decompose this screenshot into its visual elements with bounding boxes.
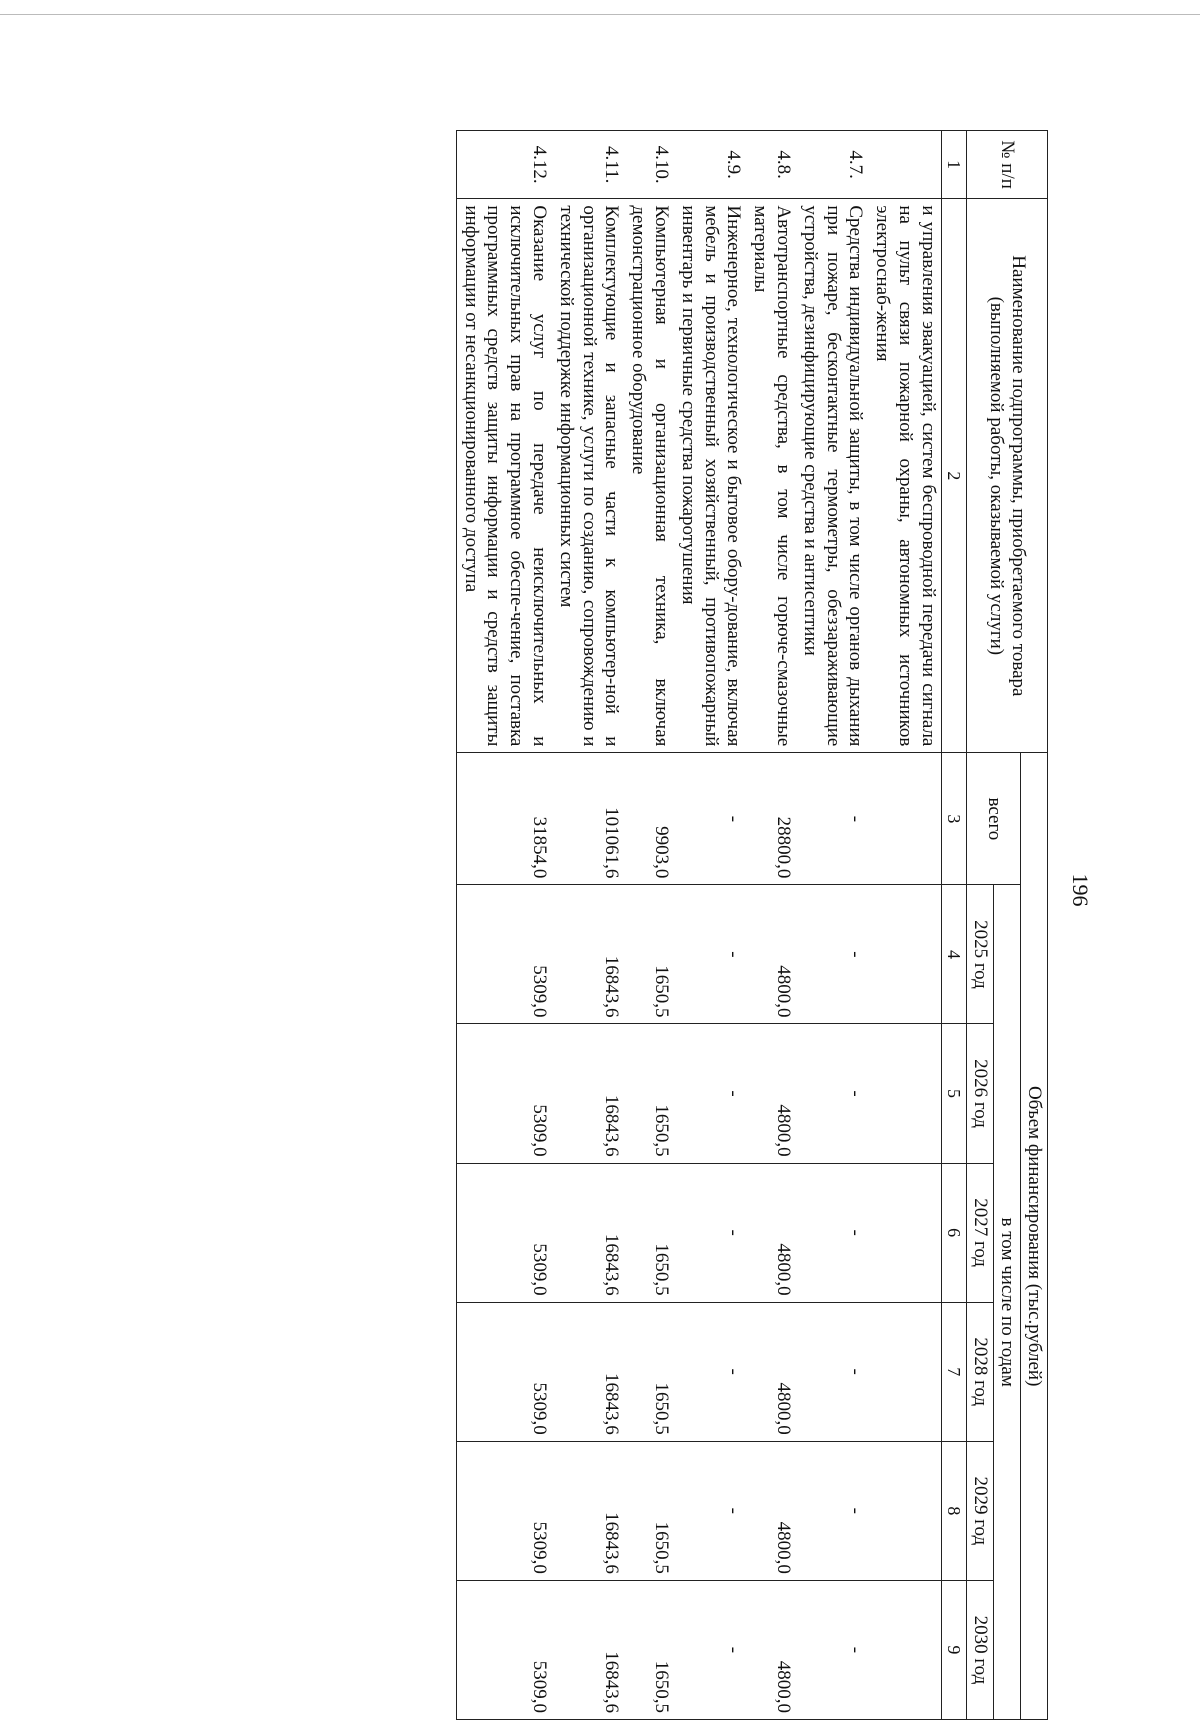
header-year: 2029 год [967, 1441, 994, 1580]
row-year-value: 1650,5 [624, 1441, 674, 1580]
row-year-value: 4800,0 [746, 1441, 796, 1580]
row-year-value [868, 1163, 941, 1302]
row-year-value: 5309,0 [456, 885, 552, 1024]
row-num [868, 131, 941, 199]
table-row [624, 131, 674, 1720]
row-num: 4.10. [624, 131, 674, 199]
row-year-value: - [674, 1163, 746, 1302]
row-year-value: 1650,5 [624, 885, 674, 1024]
row-name: Комплектующие и запасные части к компьютер-ной и организационной технике, услуги по созданию, сопровождению и технической поддержке информационных систем [552, 199, 624, 753]
table-row [868, 131, 941, 1720]
row-year-value: 16843,6 [552, 1302, 624, 1441]
row-year-value: 16843,6 [552, 1580, 624, 1719]
row-year-value [868, 1580, 941, 1719]
row-year-value [868, 1302, 941, 1441]
table-row [456, 131, 552, 1720]
row-num: 4.11. [552, 131, 624, 199]
row-name: и управления эвакуацией, систем беспроводной передачи сигнала на пульт связи пожарной охраны, автономных источников электроснаб-жения [868, 199, 941, 753]
row-total: 101061,6 [552, 753, 624, 885]
row-year-value: - [674, 1580, 746, 1719]
row-year-value: 4800,0 [746, 885, 796, 1024]
row-year-value: - [796, 1302, 868, 1441]
row-year-value: 4800,0 [746, 1024, 796, 1163]
row-year-value: 1650,5 [624, 1302, 674, 1441]
row-name: Средства индивидуальной защиты, в том числе органов дыхания при пожаре, бесконтактные термометры, обеззараживающие устройства, дезинфицирующие средства и антисептики [796, 199, 868, 753]
row-year-value: 16843,6 [552, 1024, 624, 1163]
row-year-value: - [796, 885, 868, 1024]
table-row [552, 131, 624, 1720]
header-by-year: в том числе по годам [994, 885, 1021, 1720]
index-cell: 8 [941, 1441, 967, 1580]
row-year-value [868, 1441, 941, 1580]
row-year-value: 16843,6 [552, 1441, 624, 1580]
header-total: всего [967, 753, 1021, 885]
table-row [746, 131, 796, 1720]
header-year: 2025 год [967, 885, 994, 1024]
row-total: 28800,0 [746, 753, 796, 885]
header-year: 2030 год [967, 1580, 994, 1719]
header-funding-title: Объем финансирования (тыс.рублей) [1021, 753, 1048, 1720]
row-year-value: - [796, 1441, 868, 1580]
row-name: Автотранспортные средства, в том числе горюче-смазочные материалы [746, 199, 796, 753]
row-year-value: - [674, 885, 746, 1024]
row-year-value: 1650,5 [624, 1163, 674, 1302]
row-num: 4.9. [674, 131, 746, 199]
row-year-value: 4800,0 [746, 1580, 796, 1719]
table-row [674, 131, 746, 1720]
row-total: - [674, 753, 746, 885]
row-num: 4.12. [456, 131, 552, 199]
table-body [456, 131, 941, 1720]
row-total [868, 753, 941, 885]
row-year-value: 1650,5 [624, 1580, 674, 1719]
header-index-row [941, 131, 967, 1720]
index-cell: 4 [941, 885, 967, 1024]
index-cell: 3 [941, 753, 967, 885]
table-header [941, 131, 1047, 1720]
row-total: 31854,0 [456, 753, 552, 885]
row-year-value: 5309,0 [456, 1024, 552, 1163]
page-number: 196 [1068, 873, 1093, 907]
header-year: 2028 год [967, 1302, 994, 1441]
row-year-value: - [796, 1024, 868, 1163]
row-num: 4.7. [796, 131, 868, 199]
row-year-value: 5309,0 [456, 1163, 552, 1302]
row-num: 4.8. [746, 131, 796, 199]
header-col-name: Наименование подпрограммы, приобретаемого товара (выполняемой работы, оказываемой услуги) [967, 199, 1048, 753]
row-year-value: 5309,0 [456, 1302, 552, 1441]
row-year-value: 1650,5 [624, 1024, 674, 1163]
index-cell: 7 [941, 1302, 967, 1441]
row-total: - [796, 753, 868, 885]
funding-table [456, 130, 1048, 1720]
header-year: 2026 год [967, 1024, 994, 1163]
row-name: Компьютерная и организационная техника, включая демонстрационное оборудование [624, 199, 674, 753]
row-name: Оказание услуг по передаче неисключительных и исключительных прав на программное обеспе-чение, поставка программных средств защиты информации и средств защиты информации от несанкционированного доступа [456, 199, 552, 753]
row-year-value: - [796, 1580, 868, 1719]
row-total: 9903,0 [624, 753, 674, 885]
index-cell: 6 [941, 1163, 967, 1302]
row-year-value: 16843,6 [552, 1163, 624, 1302]
row-year-value: - [674, 1441, 746, 1580]
index-cell: 2 [941, 199, 967, 753]
row-name: Инженерное, технологическое и бытовое обору-дование, включая мебель и производственный хозяйственный, противопожарный инвентарь и первичные средства пожаротушения [674, 199, 746, 753]
row-year-value: 5309,0 [456, 1441, 552, 1580]
row-year-value: 4800,0 [746, 1302, 796, 1441]
document-page [68, 70, 1128, 1713]
index-cell: 1 [941, 131, 967, 199]
row-year-value: - [796, 1163, 868, 1302]
table-row [796, 131, 868, 1720]
row-year-value: 4800,0 [746, 1163, 796, 1302]
row-year-value: - [674, 1302, 746, 1441]
row-year-value [868, 885, 941, 1024]
row-year-value: - [674, 1024, 746, 1163]
row-year-value: 5309,0 [456, 1580, 552, 1719]
header-col-num: № п/п [967, 131, 1048, 199]
index-cell: 9 [941, 1580, 967, 1719]
row-year-value [868, 1024, 941, 1163]
row-year-value: 16843,6 [552, 885, 624, 1024]
header-year: 2027 год [967, 1163, 994, 1302]
index-cell: 5 [941, 1024, 967, 1163]
